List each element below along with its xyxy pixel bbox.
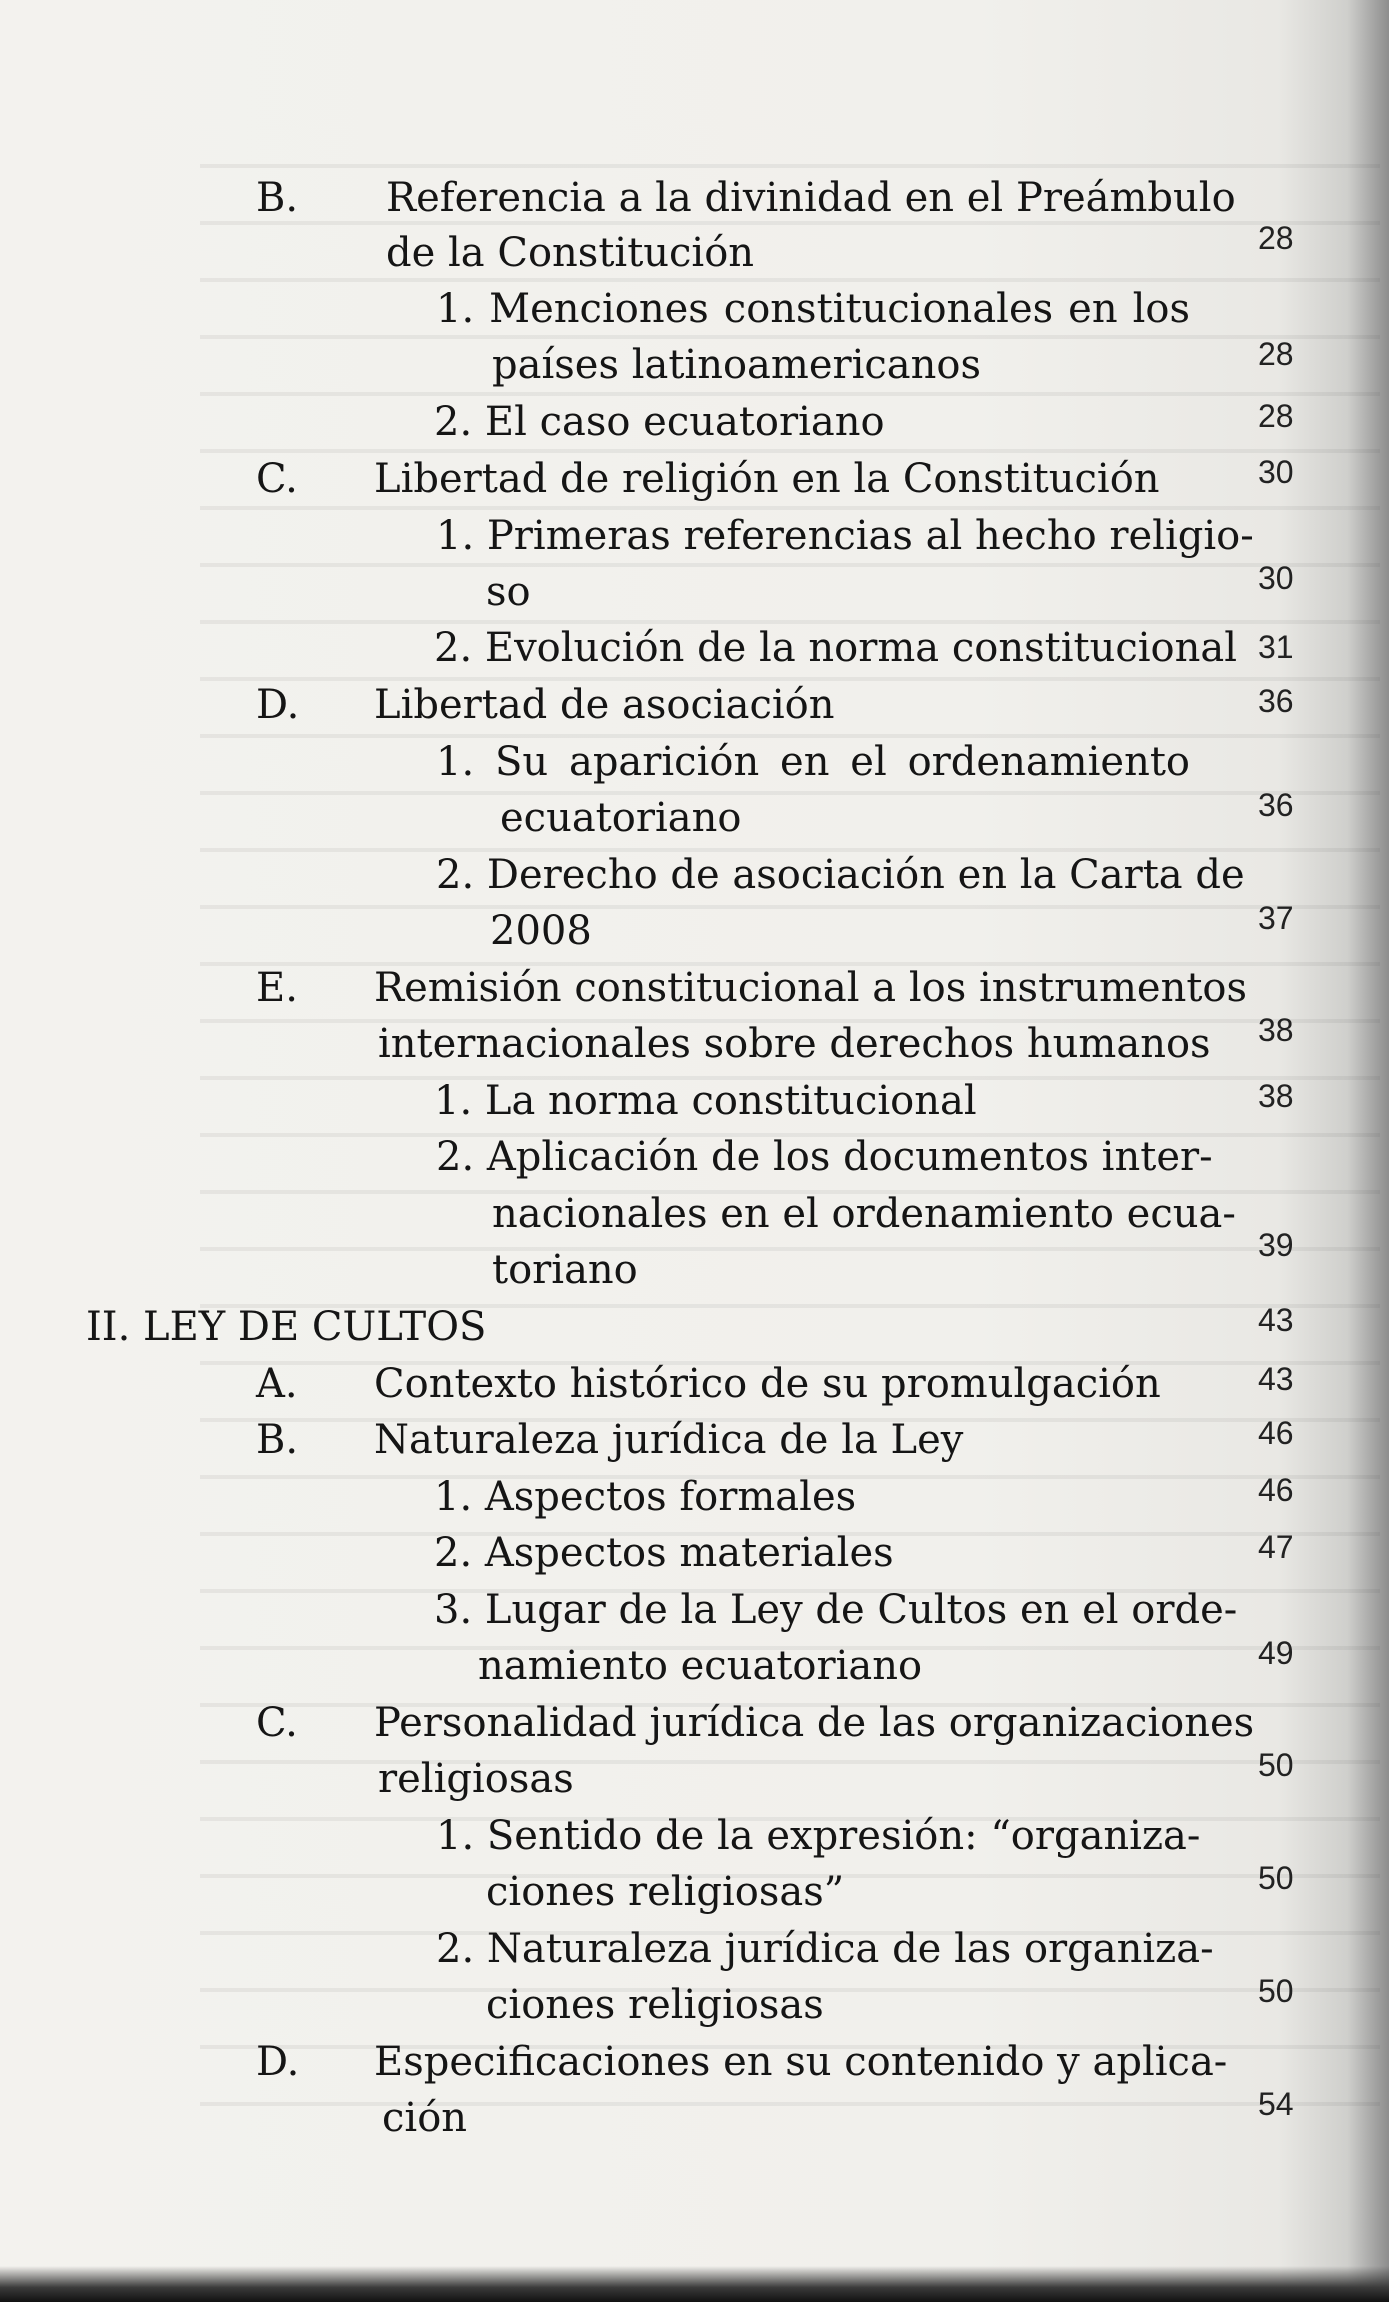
- toc-page-number: 54: [1258, 2086, 1294, 2122]
- toc-page-number: 49: [1258, 1635, 1294, 1671]
- toc-subentry-title: 2. El caso ecuatoriano: [434, 399, 885, 445]
- toc-subentry-title-cont: 2008: [490, 908, 592, 954]
- toc-subentry-title: 1. Su aparición en el ordenamiento: [436, 739, 1190, 785]
- toc-page-number: 43: [1258, 1302, 1294, 1338]
- toc-subentry-title: 2. Evolución de la norma constitucional: [434, 625, 1238, 671]
- toc-entry-title: Libertad de religión en la Constitución: [374, 456, 1160, 502]
- toc-subentry-title: 1. La norma constitucional: [434, 1078, 977, 1124]
- toc-entry-title-cont: internacionales sobre derechos humanos: [378, 1021, 1211, 1067]
- toc-subentry-title-cont: so: [486, 569, 531, 615]
- toc-subentry-title: 1. Primeras referencias al hecho religio-: [436, 513, 1254, 559]
- toc-entry-title-cont: religiosas: [378, 1756, 574, 1802]
- toc-letter-b: B.: [256, 1417, 299, 1463]
- toc-subentry-title-cont: ecuatoriano: [500, 795, 742, 841]
- toc-page-number: 28: [1258, 398, 1294, 434]
- toc-page-number: 50: [1258, 1747, 1294, 1783]
- toc-subentry-title: 3. Lugar de la Ley de Cultos en el orde-: [434, 1587, 1238, 1633]
- toc-page-number: 30: [1258, 560, 1294, 596]
- toc-page-number: 28: [1258, 336, 1294, 372]
- toc-entry-title: Remisión constitucional a los instrumentos: [374, 965, 1248, 1011]
- toc-page-number: 28: [1258, 220, 1294, 256]
- toc-subentry-title-cont: namiento ecuatoriano: [478, 1643, 923, 1689]
- toc-subentry-title-cont: ciones religiosas”: [486, 1869, 845, 1915]
- toc-letter-a: A.: [256, 1361, 298, 1407]
- toc-letter-e: E.: [256, 965, 298, 1011]
- toc-entry-title: Personalidad jurídica de las organizaciones: [374, 1700, 1255, 1746]
- toc-subentry-title: 2. Aplicación de los documentos inter-: [436, 1134, 1213, 1180]
- toc-entry-title: Contexto histórico de su promulgación: [374, 1361, 1161, 1407]
- toc-letter-b: B.: [256, 175, 299, 221]
- toc-subentry-title: 1. Sentido de la expresión: “organiza-: [436, 1813, 1201, 1859]
- toc-page-number: 36: [1258, 787, 1294, 823]
- toc-page-number: 46: [1258, 1415, 1294, 1451]
- toc-subentry-title-cont: países latinoamericanos: [492, 342, 982, 388]
- toc-page-number: 50: [1258, 1860, 1294, 1896]
- toc-page-number: 47: [1258, 1529, 1294, 1565]
- toc-entry-title-cont: ción: [382, 2095, 468, 2141]
- toc-page-number: 39: [1258, 1227, 1294, 1263]
- toc-letter-c: C.: [256, 456, 298, 502]
- toc-entry-title: Libertad de asociación: [374, 682, 835, 728]
- toc-page-number: 31: [1258, 629, 1294, 665]
- toc-entry-title-cont: de la Constitución: [386, 230, 755, 276]
- toc-entry-title: Referencia a la divinidad en el Preámbulo: [386, 175, 1236, 221]
- toc-page-number: 46: [1258, 1472, 1294, 1508]
- toc-letter-d: D.: [256, 2039, 300, 2085]
- toc-letter-d: D.: [256, 682, 300, 728]
- page-bottom-shadow: [0, 2266, 1389, 2302]
- toc-page-number: 36: [1258, 683, 1294, 719]
- toc-subentry-title-cont: toriano: [492, 1247, 638, 1293]
- toc-subentry-title: 1. Menciones constitucionales en los: [436, 286, 1190, 332]
- toc-page-number: 30: [1258, 454, 1294, 490]
- toc-page-number: 38: [1258, 1012, 1294, 1048]
- toc-entry-title: Especificaciones en su contenido y aplica-: [374, 2039, 1228, 2085]
- toc-subentry-title: 2. Aspectos materiales: [434, 1530, 894, 1576]
- toc-page-number: 43: [1258, 1361, 1294, 1397]
- toc-letter-c: C.: [256, 1700, 298, 1746]
- toc-subentry-title-cont: nacionales en el ordenamiento ecua-: [492, 1191, 1236, 1237]
- toc-section-heading: II. LEY DE CULTOS: [86, 1304, 487, 1350]
- toc-subentry-title: 2. Naturaleza jurídica de las organiza-: [436, 1926, 1214, 1972]
- toc-subentry-title: 1. Aspectos formales: [434, 1474, 857, 1520]
- toc-page-number: 50: [1258, 1973, 1294, 2009]
- toc-entry-title: Naturaleza jurídica de la Ley: [374, 1417, 964, 1463]
- toc-page-number: 38: [1258, 1078, 1294, 1114]
- toc-page-number: 37: [1258, 900, 1294, 936]
- toc-subentry-title-cont: ciones religiosas: [486, 1982, 824, 2028]
- toc-subentry-title: 2. Derecho de asociación en la Carta de: [436, 852, 1245, 898]
